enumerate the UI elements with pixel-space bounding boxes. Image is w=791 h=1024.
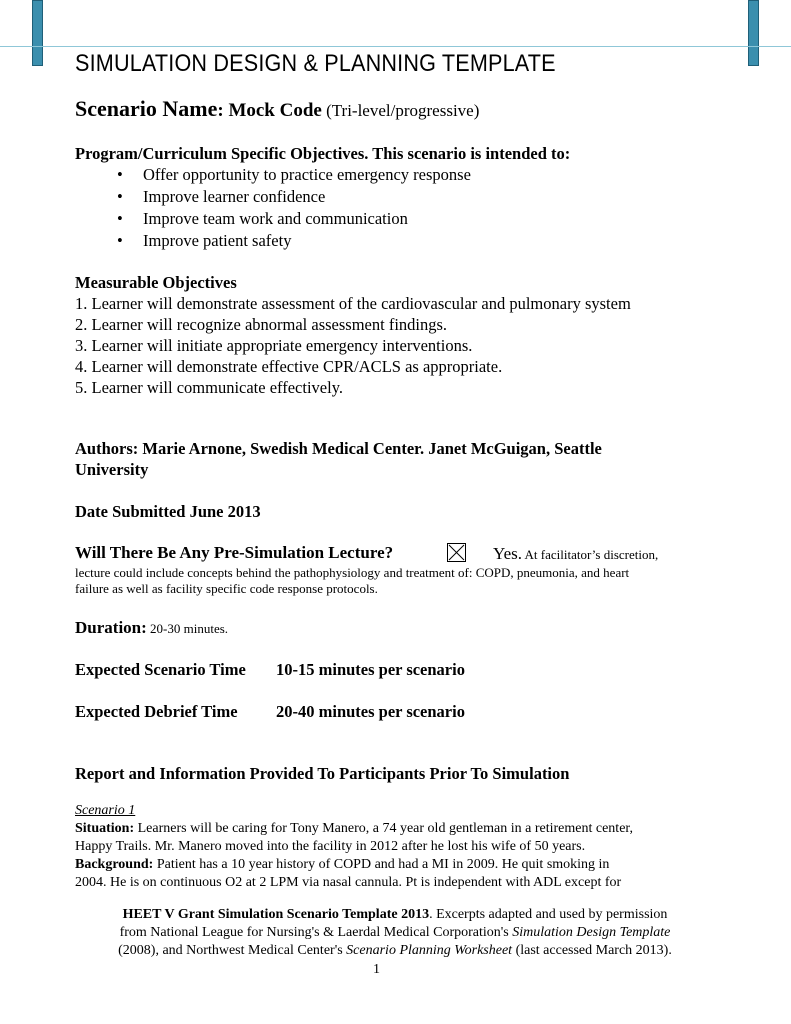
date-submitted: Date Submitted June 2013 — [75, 502, 261, 521]
duration-value: 20-30 minutes. — [146, 621, 229, 636]
expected-debrief-time-label: Expected Debrief Time — [75, 702, 238, 721]
footer-bold: HEET V Grant Simulation Scenario Template 2013 — [122, 907, 430, 922]
list-item: 1. Learner will demonstrate assessment of the cardiovascular and pulmonary system — [75, 294, 631, 313]
expected-debrief-time-value: 20-40 minutes per scenario — [276, 702, 465, 721]
document-title: SIMULATION DESIGN & PLANNING TEMPLATE — [75, 50, 556, 77]
situation-label: Situation: — [75, 821, 135, 836]
header-left-accent-bar — [32, 0, 43, 66]
list-item: • Improve patient safety — [117, 230, 471, 252]
footer-line-3 — [75, 942, 715, 960]
expected-scenario-time-label: Expected Scenario Time — [75, 660, 246, 679]
report-heading: Report and Information Provided To Participants Prior To Simulation — [75, 764, 570, 783]
scenario-name-value: Mock Code — [223, 100, 322, 121]
authors-line-1: Authors: Marie Arnone, Swedish Medical Center. Janet McGuigan, Seattle — [75, 439, 602, 458]
footer-text-1: . Excerpts adapted and used by permission — [429, 907, 668, 922]
lecture-answer: Yes. — [493, 544, 522, 563]
expected-scenario-time-value: 10-15 minutes per scenario — [276, 660, 465, 679]
background-label: Background: — [75, 857, 154, 872]
footer-line-2 — [75, 924, 715, 942]
scenario-name-label: Scenario Name — [75, 96, 218, 121]
lecture-checkbox[interactable] — [447, 543, 466, 562]
list-item: • Improve team work and communication — [117, 208, 471, 230]
footer-italic-1: Simulation Design Template — [512, 925, 671, 940]
situation-line-2: Happy Trails. Mr. Manero moved into the facility in 2012 after he lost his wife of 50 years. — [75, 839, 586, 854]
scenario-name-line — [75, 96, 479, 122]
scenario-name-colon: : — [217, 100, 224, 121]
program-objectives-list — [117, 164, 471, 252]
duration-line — [75, 618, 228, 638]
footer-text-2: from National League for Nursing's & Laerdal Medical Corporation's — [119, 925, 513, 940]
list-item: • Improve learner confidence — [117, 186, 471, 208]
lecture-note-2: lecture could include concepts behind the pathophysiology and treatment of: COPD, pneumonia, and heart — [75, 565, 630, 580]
scenario-type: (Tri-level/progressive) — [321, 101, 480, 120]
situation-line-1 — [75, 821, 633, 837]
footer-text-4: (last accessed March 2013). — [512, 943, 672, 958]
checkbox-x-icon — [448, 544, 465, 561]
program-objectives-heading: Program/Curriculum Specific Objectives. This scenario is intended to: — [75, 144, 571, 163]
page-number: 1 — [373, 962, 380, 977]
list-item: 3. Learner will initiate appropriate emergency interventions. — [75, 336, 473, 355]
lecture-note-1: At facilitator’s discretion, — [522, 547, 659, 562]
footer-italic-2: Scenario Planning Worksheet — [346, 943, 513, 958]
background-text-1: Patient has a 10 year history of COPD and had a MI in 2009. He quit smoking in — [153, 857, 610, 872]
footer-line-1 — [75, 906, 715, 924]
list-item: 5. Learner will communicate effectively. — [75, 378, 344, 397]
lecture-answer-line — [493, 544, 658, 564]
background-line-1 — [75, 857, 609, 873]
list-item: • Offer opportunity to practice emergency response — [117, 164, 471, 186]
authors-line-2: University — [75, 460, 149, 479]
footer — [75, 906, 715, 960]
lecture-question: Will There Be Any Pre-Simulation Lecture? — [75, 543, 394, 562]
lecture-note-3: failure as well as facility specific code response protocols. — [75, 581, 378, 596]
header-rule — [0, 46, 791, 47]
measurable-objectives-heading: Measurable Objectives — [75, 273, 237, 292]
scenario-1-title: Scenario 1 — [75, 803, 136, 818]
header-right-accent-bar — [748, 0, 759, 66]
situation-text-1: Learners will be caring for Tony Manero, a 74 year old gentleman in a retirement center, — [134, 821, 634, 836]
list-item: 4. Learner will demonstrate effective CPR/ACLS as appropriate. — [75, 357, 503, 376]
footer-text-3: (2008), and Northwest Medical Center's — [118, 943, 347, 958]
duration-label: Duration: — [75, 618, 147, 637]
background-line-2: 2004. He is on continuous O2 at 2 LPM via nasal cannula. Pt is independent with ADL except for — [75, 875, 622, 890]
list-item: 2. Learner will recognize abnormal assessment findings. — [75, 315, 448, 334]
measurable-objectives-list — [75, 293, 631, 398]
